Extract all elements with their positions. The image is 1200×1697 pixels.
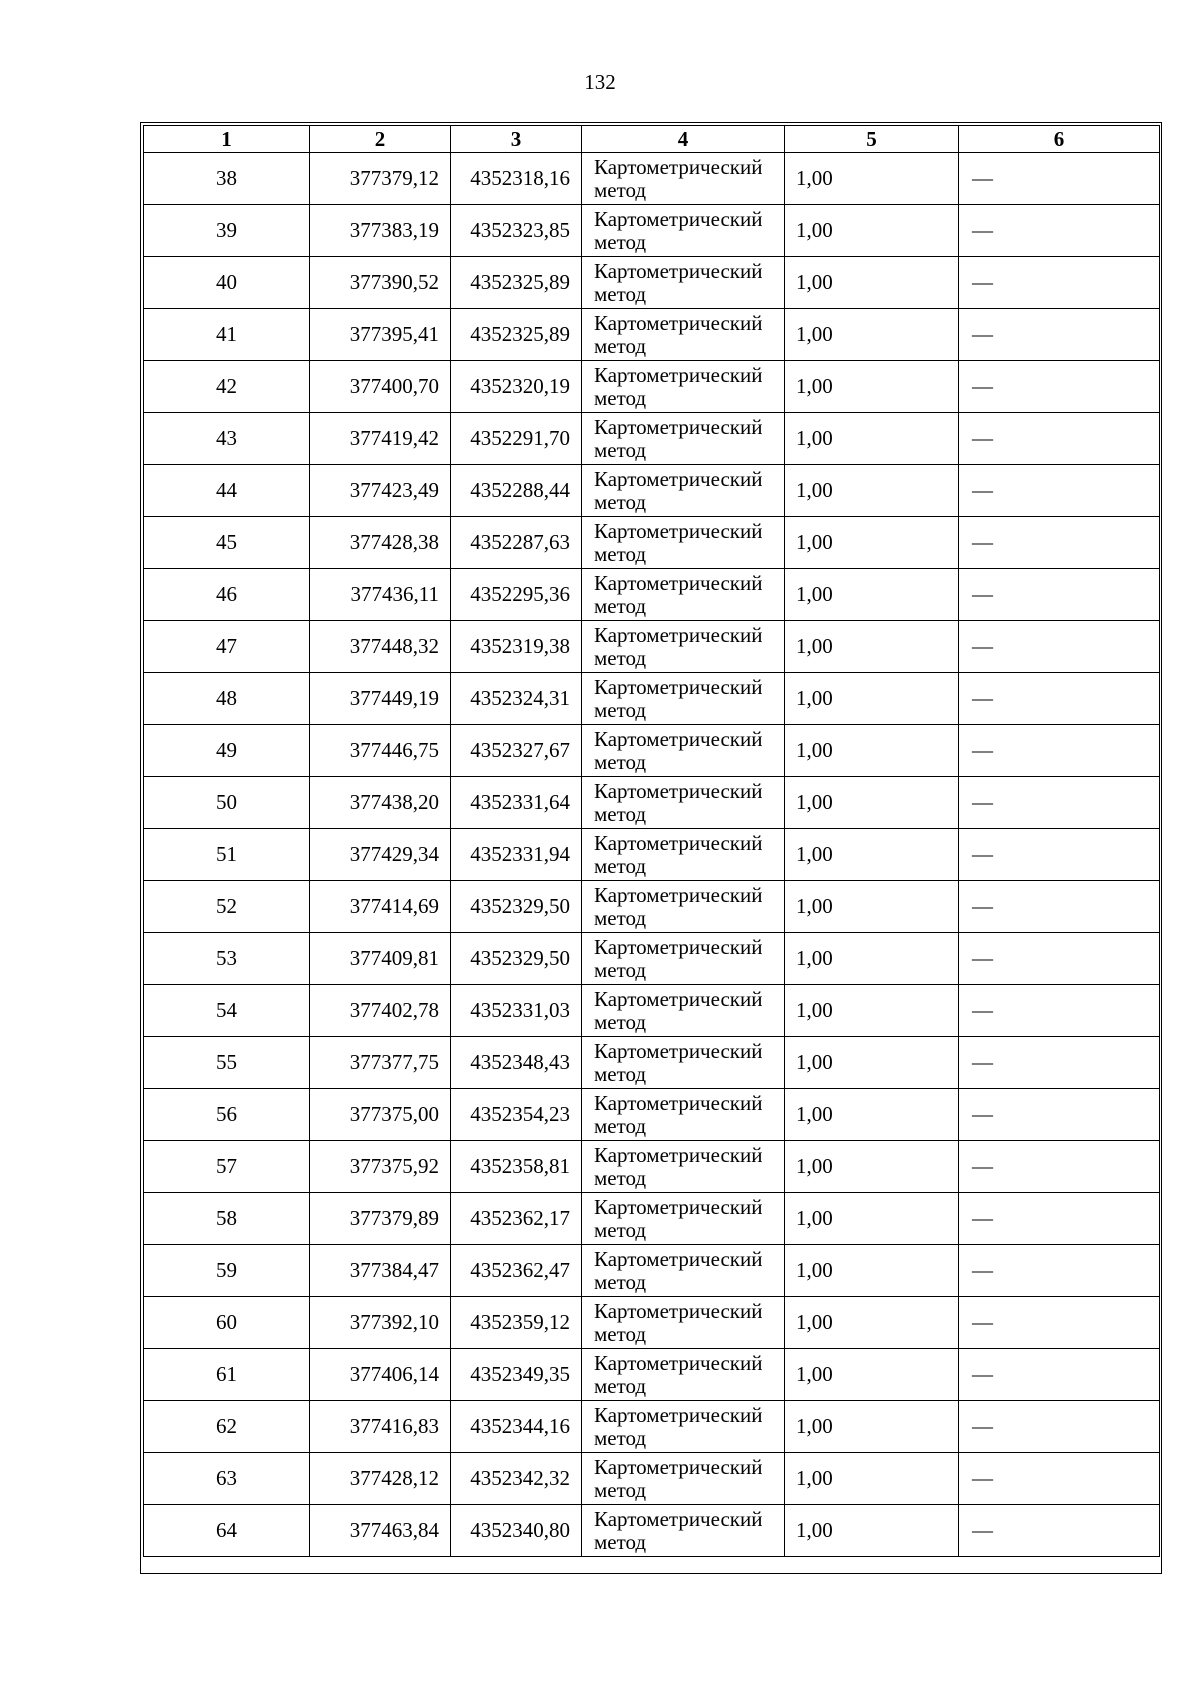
header-col-1: 1 [144, 126, 310, 153]
cell-accuracy: 1,00 [785, 361, 959, 413]
table-header-row [144, 126, 1160, 153]
cell-accuracy: 1,00 [785, 1505, 959, 1557]
cell-point-number: 64 [144, 1505, 310, 1557]
cell-coordinate-y: 4352329,50 [451, 881, 582, 933]
cell-note: — [959, 673, 1160, 725]
cell-coordinate-y: 4352349,35 [451, 1349, 582, 1401]
cell-coordinate-y: 4352331,03 [451, 985, 582, 1037]
table-row [144, 1349, 1160, 1401]
table-row [144, 621, 1160, 673]
table-row [144, 569, 1160, 621]
cell-accuracy: 1,00 [785, 1141, 959, 1193]
cell-method: Картометрический метод [582, 413, 785, 465]
cell-coordinate-x: 377419,42 [310, 413, 451, 465]
cell-coordinate-x: 377383,19 [310, 205, 451, 257]
table-row [144, 413, 1160, 465]
table-row [144, 881, 1160, 933]
table-row [144, 1245, 1160, 1297]
cell-method: Картометрический метод [582, 1505, 785, 1557]
cell-coordinate-x: 377375,00 [310, 1089, 451, 1141]
cell-accuracy: 1,00 [785, 569, 959, 621]
cell-accuracy: 1,00 [785, 1089, 959, 1141]
cell-coordinate-y: 4352354,23 [451, 1089, 582, 1141]
cell-coordinate-y: 4352288,44 [451, 465, 582, 517]
cell-point-number: 62 [144, 1401, 310, 1453]
table-row [144, 257, 1160, 309]
cell-coordinate-y: 4352325,89 [451, 309, 582, 361]
cell-accuracy: 1,00 [785, 1297, 959, 1349]
table-row [144, 1505, 1160, 1557]
cell-note: — [959, 1297, 1160, 1349]
cell-point-number: 59 [144, 1245, 310, 1297]
cell-accuracy: 1,00 [785, 517, 959, 569]
cell-coordinate-x: 377463,84 [310, 1505, 451, 1557]
cell-point-number: 51 [144, 829, 310, 881]
cell-coordinate-x: 377416,83 [310, 1401, 451, 1453]
cell-point-number: 61 [144, 1349, 310, 1401]
cell-method: Картометрический метод [582, 1245, 785, 1297]
table-row [144, 1453, 1160, 1505]
cell-method: Картометрический метод [582, 1089, 785, 1141]
cell-note: — [959, 309, 1160, 361]
cell-point-number: 40 [144, 257, 310, 309]
cell-coordinate-y: 4352287,63 [451, 517, 582, 569]
cell-coordinate-x: 377384,47 [310, 1245, 451, 1297]
cell-coordinate-y: 4352327,67 [451, 725, 582, 777]
cell-method: Картометрический метод [582, 881, 785, 933]
cell-method: Картометрический метод [582, 673, 785, 725]
table-row [144, 985, 1160, 1037]
cell-coordinate-x: 377436,11 [310, 569, 451, 621]
cell-coordinate-x: 377446,75 [310, 725, 451, 777]
cell-coordinate-x: 377428,38 [310, 517, 451, 569]
cell-method: Картометрический метод [582, 777, 785, 829]
cell-method: Картометрический метод [582, 933, 785, 985]
cell-accuracy: 1,00 [785, 1453, 959, 1505]
cell-note: — [959, 1193, 1160, 1245]
cell-coordinate-y: 4352329,50 [451, 933, 582, 985]
cell-coordinate-y: 4352331,94 [451, 829, 582, 881]
cell-accuracy: 1,00 [785, 257, 959, 309]
cell-point-number: 44 [144, 465, 310, 517]
cell-accuracy: 1,00 [785, 153, 959, 205]
cell-coordinate-x: 377402,78 [310, 985, 451, 1037]
cell-method: Картометрический метод [582, 621, 785, 673]
table-row [144, 673, 1160, 725]
cell-accuracy: 1,00 [785, 985, 959, 1037]
cell-point-number: 43 [144, 413, 310, 465]
cell-coordinate-y: 4352295,36 [451, 569, 582, 621]
cell-point-number: 53 [144, 933, 310, 985]
coordinates-table [143, 125, 1160, 1557]
cell-method: Картометрический метод [582, 205, 785, 257]
cell-accuracy: 1,00 [785, 1245, 959, 1297]
cell-method: Картометрический метод [582, 829, 785, 881]
cell-method: Картометрический метод [582, 725, 785, 777]
cell-method: Картометрический метод [582, 361, 785, 413]
table-row [144, 933, 1160, 985]
cell-accuracy: 1,00 [785, 777, 959, 829]
table-row [144, 517, 1160, 569]
cell-method: Картометрический метод [582, 1037, 785, 1089]
cell-coordinate-y: 4352348,43 [451, 1037, 582, 1089]
cell-coordinate-y: 4352331,64 [451, 777, 582, 829]
cell-note: — [959, 205, 1160, 257]
cell-coordinate-x: 377400,70 [310, 361, 451, 413]
cell-method: Картометрический метод [582, 1297, 785, 1349]
cell-note: — [959, 1401, 1160, 1453]
cell-note: — [959, 725, 1160, 777]
cell-method: Картометрический метод [582, 985, 785, 1037]
table-row [144, 205, 1160, 257]
cell-note: — [959, 881, 1160, 933]
cell-method: Картометрический метод [582, 1401, 785, 1453]
cell-note: — [959, 1037, 1160, 1089]
cell-note: — [959, 413, 1160, 465]
table-row [144, 725, 1160, 777]
cell-note: — [959, 829, 1160, 881]
cell-coordinate-x: 377395,41 [310, 309, 451, 361]
cell-coordinate-y: 4352325,89 [451, 257, 582, 309]
cell-point-number: 41 [144, 309, 310, 361]
cell-point-number: 55 [144, 1037, 310, 1089]
cell-note: — [959, 569, 1160, 621]
cell-note: — [959, 1453, 1160, 1505]
cell-method: Картометрический метод [582, 569, 785, 621]
cell-coordinate-x: 377438,20 [310, 777, 451, 829]
table-row [144, 1141, 1160, 1193]
cell-coordinate-y: 4352291,70 [451, 413, 582, 465]
cell-coordinate-y: 4352362,17 [451, 1193, 582, 1245]
cell-coordinate-x: 377409,81 [310, 933, 451, 985]
cell-method: Картометрический метод [582, 1193, 785, 1245]
cell-accuracy: 1,00 [785, 465, 959, 517]
cell-note: — [959, 153, 1160, 205]
cell-accuracy: 1,00 [785, 1349, 959, 1401]
page-number: 132 [584, 70, 616, 94]
cell-note: — [959, 257, 1160, 309]
cell-point-number: 38 [144, 153, 310, 205]
cell-note: — [959, 777, 1160, 829]
cell-accuracy: 1,00 [785, 933, 959, 985]
cell-point-number: 63 [144, 1453, 310, 1505]
cell-coordinate-x: 377448,32 [310, 621, 451, 673]
cell-point-number: 45 [144, 517, 310, 569]
cell-accuracy: 1,00 [785, 309, 959, 361]
header-col-4: 4 [582, 126, 785, 153]
cell-coordinate-x: 377375,92 [310, 1141, 451, 1193]
cell-method: Картометрический метод [582, 1453, 785, 1505]
cell-coordinate-y: 4352359,12 [451, 1297, 582, 1349]
cell-point-number: 52 [144, 881, 310, 933]
cell-point-number: 56 [144, 1089, 310, 1141]
cell-accuracy: 1,00 [785, 673, 959, 725]
cell-accuracy: 1,00 [785, 829, 959, 881]
cell-accuracy: 1,00 [785, 621, 959, 673]
cell-method: Картометрический метод [582, 1349, 785, 1401]
cell-point-number: 50 [144, 777, 310, 829]
cell-coordinate-y: 4352318,16 [451, 153, 582, 205]
table-row [144, 465, 1160, 517]
cell-note: — [959, 985, 1160, 1037]
cell-point-number: 47 [144, 621, 310, 673]
table-row [144, 1401, 1160, 1453]
cell-note: — [959, 1349, 1160, 1401]
cell-coordinate-y: 4352323,85 [451, 205, 582, 257]
cell-coordinate-x: 377392,10 [310, 1297, 451, 1349]
cell-accuracy: 1,00 [785, 1193, 959, 1245]
cell-coordinate-y: 4352342,32 [451, 1453, 582, 1505]
table-row [144, 1037, 1160, 1089]
cell-note: — [959, 1089, 1160, 1141]
cell-point-number: 57 [144, 1141, 310, 1193]
cell-accuracy: 1,00 [785, 1037, 959, 1089]
table-row [144, 829, 1160, 881]
header-col-3: 3 [451, 126, 582, 153]
table-row [144, 361, 1160, 413]
cell-note: — [959, 1141, 1160, 1193]
header-col-2: 2 [310, 126, 451, 153]
cell-point-number: 42 [144, 361, 310, 413]
cell-note: — [959, 1505, 1160, 1557]
cell-point-number: 48 [144, 673, 310, 725]
cell-accuracy: 1,00 [785, 725, 959, 777]
table-row [144, 777, 1160, 829]
cell-coordinate-x: 377449,19 [310, 673, 451, 725]
cell-coordinate-x: 377379,12 [310, 153, 451, 205]
cell-accuracy: 1,00 [785, 1401, 959, 1453]
cell-accuracy: 1,00 [785, 413, 959, 465]
cell-coordinate-y: 4352324,31 [451, 673, 582, 725]
cell-coordinate-y: 4352344,16 [451, 1401, 582, 1453]
cell-note: — [959, 361, 1160, 413]
cell-point-number: 46 [144, 569, 310, 621]
header-col-5: 5 [785, 126, 959, 153]
cell-coordinate-x: 377428,12 [310, 1453, 451, 1505]
cell-coordinate-x: 377377,75 [310, 1037, 451, 1089]
cell-method: Картометрический метод [582, 1141, 785, 1193]
cell-point-number: 39 [144, 205, 310, 257]
table-body [144, 153, 1160, 1557]
cell-coordinate-x: 377429,34 [310, 829, 451, 881]
cell-note: — [959, 517, 1160, 569]
cell-accuracy: 1,00 [785, 205, 959, 257]
cell-coordinate-x: 377390,52 [310, 257, 451, 309]
cell-coordinate-x: 377423,49 [310, 465, 451, 517]
table-row [144, 1297, 1160, 1349]
cell-note: — [959, 933, 1160, 985]
cell-point-number: 58 [144, 1193, 310, 1245]
cell-coordinate-x: 377406,14 [310, 1349, 451, 1401]
cell-coordinate-y: 4352362,47 [451, 1245, 582, 1297]
cell-coordinate-y: 4352340,80 [451, 1505, 582, 1557]
cell-point-number: 49 [144, 725, 310, 777]
cell-note: — [959, 621, 1160, 673]
cell-method: Картометрический метод [582, 465, 785, 517]
cell-coordinate-x: 377379,89 [310, 1193, 451, 1245]
cell-method: Картометрический метод [582, 517, 785, 569]
cell-accuracy: 1,00 [785, 881, 959, 933]
cell-coordinate-y: 4352358,81 [451, 1141, 582, 1193]
cell-method: Картометрический метод [582, 153, 785, 205]
cell-point-number: 60 [144, 1297, 310, 1349]
cell-note: — [959, 1245, 1160, 1297]
table-row [144, 1089, 1160, 1141]
cell-coordinate-y: 4352319,38 [451, 621, 582, 673]
cell-note: — [959, 465, 1160, 517]
table-row [144, 1193, 1160, 1245]
table-row [144, 153, 1160, 205]
cell-method: Картометрический метод [582, 309, 785, 361]
cell-coordinate-y: 4352320,19 [451, 361, 582, 413]
header-col-6: 6 [959, 126, 1160, 153]
cell-coordinate-x: 377414,69 [310, 881, 451, 933]
cell-method: Картометрический метод [582, 257, 785, 309]
cell-point-number: 54 [144, 985, 310, 1037]
table-row [144, 309, 1160, 361]
